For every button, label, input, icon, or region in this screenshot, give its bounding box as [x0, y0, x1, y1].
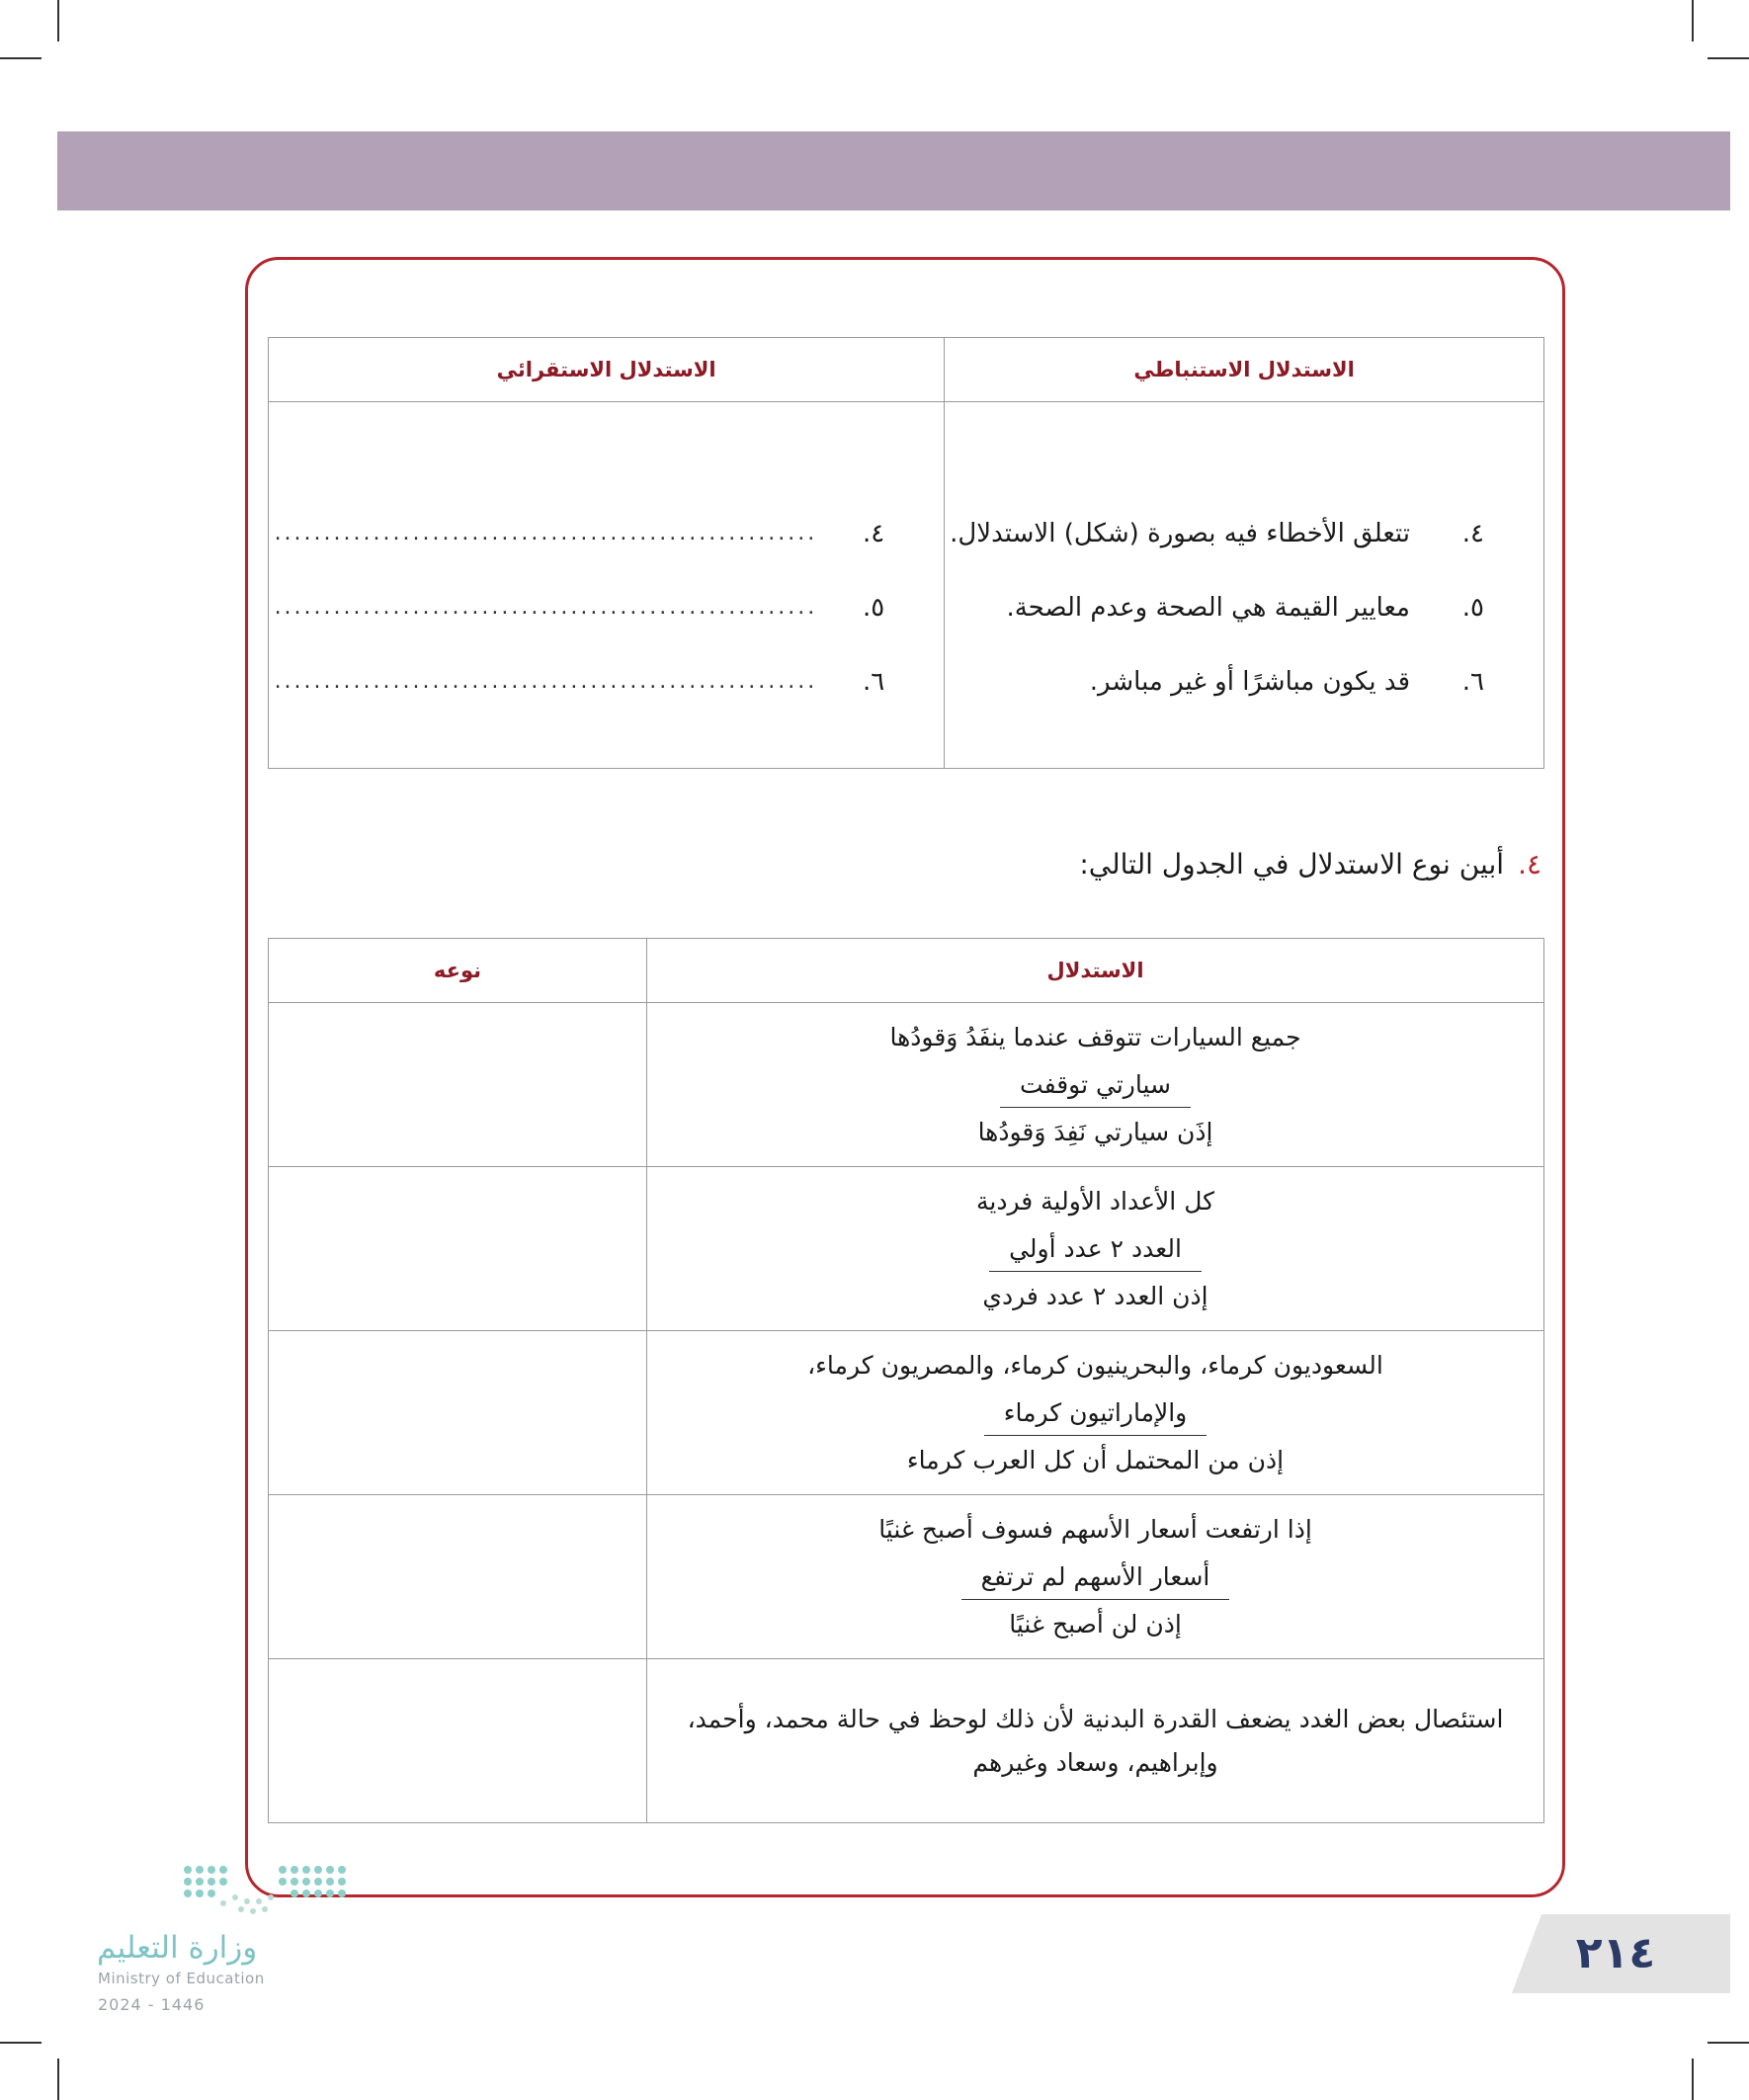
type-answer-cell[interactable] — [269, 1003, 647, 1167]
table-row: إذا ارتفعت أسعار الأسهم فسوف أصبح غنيًا أسعار الأسهم لم ترتفع إذن لن أصبح غنيًا — [269, 1495, 1544, 1659]
list-item: ٦. قد يكون مباشرًا أو غير مباشر. — [1089, 666, 1484, 697]
question-number: ٤. — [1518, 848, 1541, 881]
table-row: السعوديون كرماء، والبحرينيون كرماء، والمصريون كرماء، والإماراتيون كرماء إذن من المحتمل أن كل العرب كرماء — [269, 1331, 1544, 1495]
question-4 — [1079, 848, 1541, 881]
header-reasoning: الاستدلال — [647, 939, 1544, 1003]
ministry-name-en: Ministry of Education — [98, 1970, 265, 1987]
ministry-logo-icon — [99, 1858, 356, 1927]
ministry-name-ar: وزارة التعليم — [97, 1930, 258, 1966]
header-band — [57, 131, 1730, 210]
comparison-table — [268, 337, 1544, 769]
header-deductive: الاستدلال الاستنباطي — [945, 338, 1544, 402]
reasoning-type-table — [268, 938, 1544, 1823]
blank-answer-line[interactable]: ٤. ....................................................... — [274, 518, 885, 548]
blank-answer-line[interactable]: ٥. ....................................................... — [274, 592, 885, 623]
inductive-cell — [269, 402, 945, 769]
table-row: جميع السيارات تتوقف عندما ينفَدُ وَقودُها سيارتي توقفت إذَن سيارتي نَفِدَ وَقودُها — [269, 1003, 1544, 1167]
type-answer-cell[interactable] — [269, 1495, 647, 1659]
blank-answer-line[interactable]: ٦. ....................................................... — [274, 666, 885, 697]
edition-year: 2024 - 1446 — [98, 1995, 206, 2014]
deductive-cell — [945, 402, 1544, 769]
page-number: ٢١٤ — [1575, 1928, 1656, 1978]
list-item: ٤. تتعلق الأخطاء فيه بصورة (شكل) الاستدلال. — [950, 518, 1484, 548]
list-item: ٥. معايير القيمة هي الصحة وعدم الصحة. — [1006, 592, 1484, 623]
header-type: نوعه — [269, 939, 647, 1003]
type-answer-cell[interactable] — [269, 1167, 647, 1331]
question-text: أبين نوع الاستدلال في الجدول التالي: — [1079, 848, 1505, 881]
type-answer-cell[interactable] — [269, 1659, 647, 1823]
type-answer-cell[interactable] — [269, 1331, 647, 1495]
table-row: كل الأعداد الأولية فردية العدد ٢ عدد أولي إذن العدد ٢ عدد فردي — [269, 1167, 1544, 1331]
table-row: استئصال بعض الغدد يضعف القدرة البدنية لأن ذلك لوحظ في حالة محمد، وأحمد، وإبراهيم، وسعاد وغيرهم — [269, 1659, 1544, 1823]
header-inductive: الاستدلال الاستقرائي — [269, 338, 945, 402]
